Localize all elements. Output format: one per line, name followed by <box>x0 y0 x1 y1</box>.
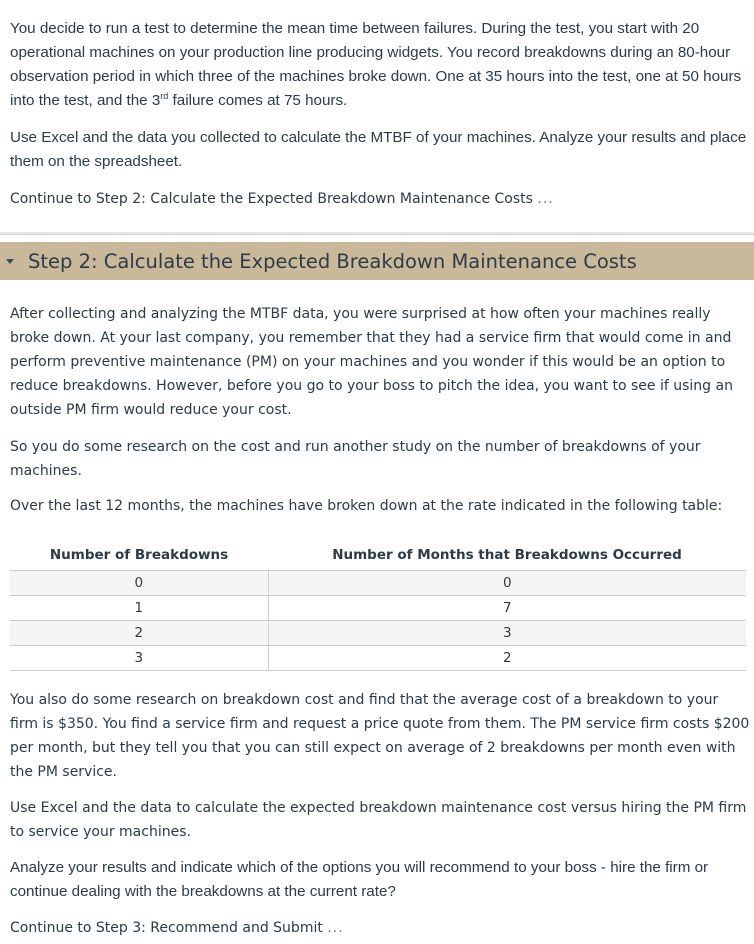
step2-paragraph-4: You also do some research on breakdown cost and find that the average cost of a breakdown to your firm is $350. You find a service firm and request a price quote from them. The PM service firm costs $200 per month, but they tell you that you can still expect on average of 2 breakdowns per month even with the PM service. <box>10 692 750 780</box>
table-row <box>10 571 746 596</box>
table-cell: 0 <box>268 571 746 596</box>
table-cell: 1 <box>10 596 268 621</box>
table-cell: 3 <box>268 621 746 646</box>
table-cell: 2 <box>268 646 746 671</box>
step2-paragraph-3: Over the last 12 months, the machines have broken down at the rate indicated in the following table: <box>10 498 723 514</box>
table-cell: 3 <box>10 646 268 671</box>
intro-paragraph-2: Use Excel and the data you collected to calculate the MTBF of your machines. Analyze your results and place them on the spreadsheet. <box>10 129 747 170</box>
breakdown-table <box>10 540 746 671</box>
table-row <box>10 646 746 671</box>
step2-paragraph-1: After collecting and analyzing the MTBF data, you were surprised at how often your machines really broke down. At your last company, you remember that they had a service firm that would come in and perform preventive maintenance (PM) on your machines and you wonder if this would be an option to reduce breakdowns. However, before you go to your boss to pitch the idea, you want to see if using an outside PM firm would reduce your cost. <box>10 306 733 418</box>
step2-paragraph-5: Use Excel and the data to calculate the expected breakdown maintenance cost versus hiring the PM firm to service your machines. <box>10 800 747 840</box>
column-header-months: Number of Months that Breakdowns Occurred <box>268 540 746 571</box>
column-header-breakdowns: Number of Breakdowns <box>10 540 268 571</box>
table-header-row <box>10 540 746 571</box>
step2-paragraph-6: Analyze your results and indicate which of the options you will recommend to your boss - hire the firm or continue dealing with the breakdowns at the current rate? <box>10 859 709 900</box>
caret-down-icon[interactable] <box>6 259 14 264</box>
section-divider <box>0 232 754 235</box>
continue-step-3-link[interactable]: Continue to Step 3: Recommend and Submit ... <box>10 920 344 936</box>
step2-paragraph-2: So you do some research on the cost and run another study on the number of breakdowns of your machines. <box>10 439 701 479</box>
step-2-title: Step 2: Calculate the Expected Breakdown Maintenance Costs <box>28 249 637 273</box>
table-cell: 7 <box>268 596 746 621</box>
step-2-header[interactable] <box>0 242 754 280</box>
ordinal-suffix: rd <box>160 91 169 101</box>
table-cell: 0 <box>10 571 268 596</box>
table-row <box>10 621 746 646</box>
table-row <box>10 596 746 621</box>
table-cell: 2 <box>10 621 268 646</box>
continue-step-2-link[interactable]: Continue to Step 2: Calculate the Expected Breakdown Maintenance Costs ... <box>10 191 554 207</box>
intro-paragraph-1: You decide to run a test to determine the mean time between failures. During the test, you start with 20 operational machines on your production line producing widgets. You record breakdowns during an 80-hour observation period in which three of the machines broke down. One at 35 hours into the test, one at 50 hours into the test, and the 3rd failure comes at 75 hours. <box>10 20 742 109</box>
